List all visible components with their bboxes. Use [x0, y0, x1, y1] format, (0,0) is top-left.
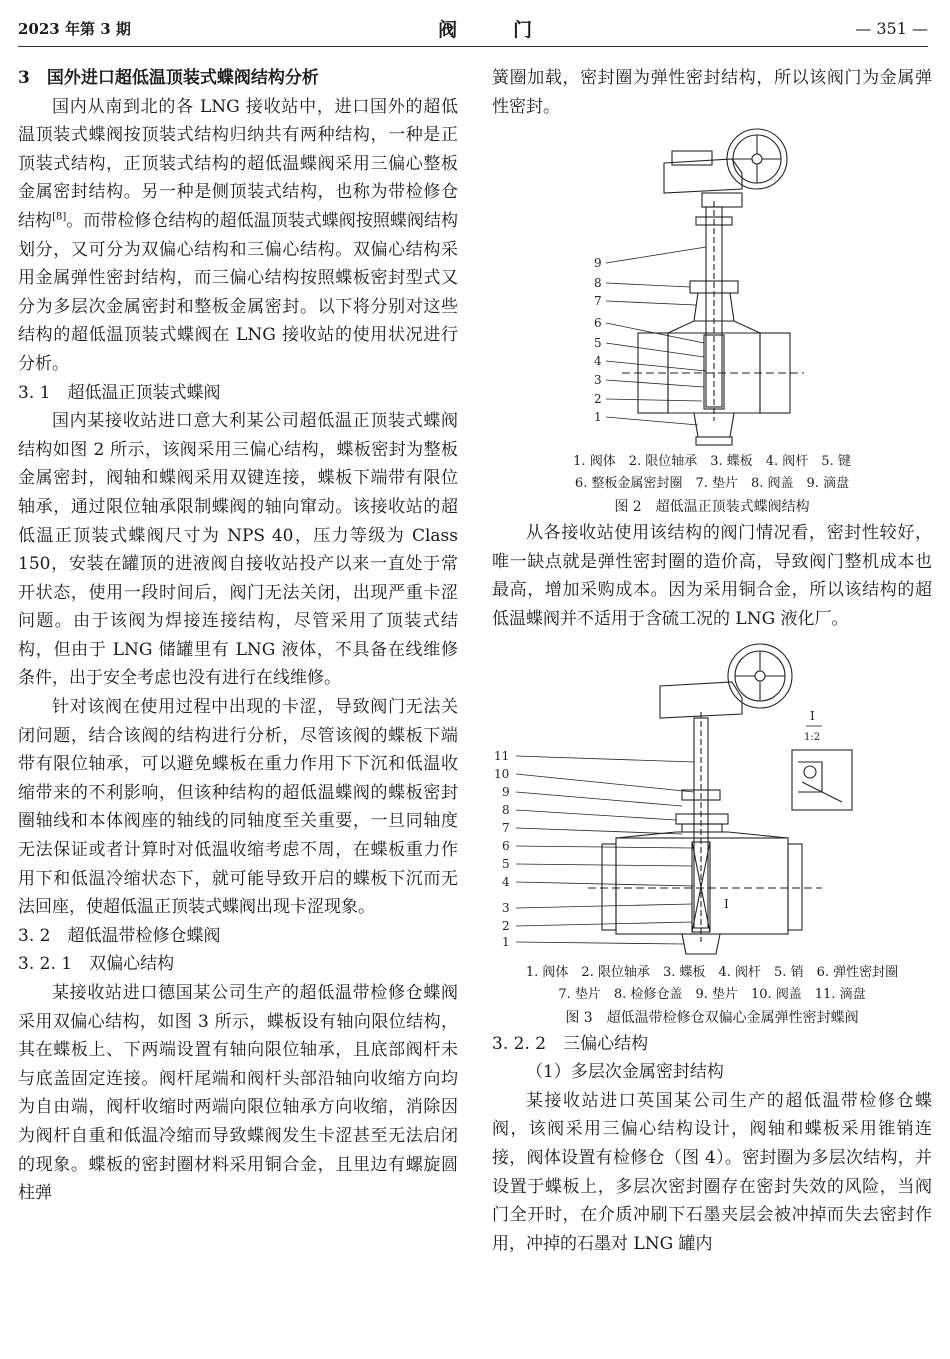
section-3-2-2-title: 3. 2. 2 三偏心结构 — [492, 1033, 649, 1054]
figure-2 — [492, 121, 932, 519]
continued-paragraph: 簧圈加载，密封圈为弹性密封结构，所以该阀门为金属弹性密封。 — [492, 68, 932, 117]
figure-2-drawing — [592, 121, 832, 451]
subsection-1-title: （1）多层次金属密封结构 — [526, 1062, 724, 1083]
journal-issue: 2023 年第 3 期 — [18, 19, 131, 38]
citation: [8] — [52, 211, 67, 223]
figure-2-legend-1: 1. 阀体 2. 限位轴承 3. 蝶板 4. 阀杆 5. 键 — [573, 454, 851, 470]
page-number: — 351 — — [855, 18, 928, 38]
paragraph-after-figure-2: 从各接收站使用该结构的阀门情况看，密封性较好，唯一缺点就是弹性密封圈的造价高，导致阀门整机成本也最高，增加采购成本。因为采用铜合金，所以该结构的超低温蝶阀并不适用于含硫工况的 LNG 液化厂。 — [492, 523, 932, 629]
page-header — [18, 14, 928, 42]
right-column — [492, 64, 932, 1258]
section-3-2-1-title: 3. 2. 1 双偏心结构 — [18, 954, 175, 975]
figure-3-legend-2: 7. 垫片 8. 检修仓盖 9. 垫片 10. 阀盖 11. 滴盘 — [558, 986, 866, 1002]
fig3-label: 9 — [502, 784, 510, 799]
fig3-label: 11 — [494, 748, 510, 763]
fig2-label: 6 — [594, 316, 602, 331]
fig3-label: 6 — [502, 838, 510, 853]
fig3-label: 7 — [502, 820, 510, 835]
section-3-paragraph-1 — [18, 93, 458, 379]
subsection-1-paragraph: 某接收站进口英国某公司生产的超低温带检修仓蝶阀，该阀采用三偏心结构设计，阀轴和蝶板采用锥销连接，阀体设置有检修仓（图 4）。密封圈为多层次结构，并设置于蝶板上，多层次密封圈存在密封失效的风险，当阀门全开时，在介质冲刷下石墨夹层会被冲掉而失去密封作用，冲掉的石墨对 LNG 罐内 — [492, 1090, 932, 1254]
fig3-label: 8 — [502, 802, 510, 817]
fig3-label: 4 — [502, 874, 510, 889]
fig2-label: 7 — [594, 294, 602, 309]
section-3-2-title: 3. 2 超低温带检修仓蝶阀 — [18, 925, 221, 946]
figure-3-caption: 图 3 超低温带检修仓双偏心金属弹性密封蝶阀 — [565, 1009, 859, 1026]
journal-name: 阀门 — [438, 18, 589, 41]
figure-3-drawing — [492, 642, 932, 962]
figure-3 — [492, 642, 932, 1030]
paragraph-text: 。而带检修仓结构的超低温顶装式蝶阀按照蝶阀结构划分，又可分为双偏心结构和三偏心结构。双偏心结构采用金属弹性密封结构，而三偏心结构按照蝶板密封型式又分为多层次金属密封和整板金属密封。以下将分别对这些结构的超低温顶装式蝶阀在 LNG 接收站的使用状况进行分析。 — [18, 210, 459, 374]
fig3-label: 2 — [502, 918, 510, 933]
section-3-1-paragraph-2: 针对该阀在使用过程中出现的卡涩，导致阀门无法关闭问题，结合该阀的结构进行分析，尽管该阀的蝶板下端带有限位轴承，可以避免蝶板在重力作用下下沉和低温收缩带来的不利影响，但该种结构的超低温蝶阀的蝶板密封圈轴线和本体阀座的轴线的同轴度至关重要，一旦同轴度无法保证或者计算时对低温收缩考虑不周，在蝶板重力作用下和低温冷缩状态下，就可能导致开启的蝶板下沉而无法回座，使超低温正顶装式蝶阀出现卡涩现象。 — [18, 697, 458, 918]
fig2-label: 3 — [594, 373, 602, 388]
fig3-section-marker: I — [724, 896, 729, 911]
fig3-label: 1 — [502, 934, 510, 949]
fig3-detail-scale: 1:2 — [804, 731, 821, 743]
section-3-1-title: 3. 1 超低温正顶装式蝶阀 — [18, 382, 221, 403]
fig2-label: 1 — [594, 410, 602, 425]
figure-2-caption: 图 2 超低温正顶装式蝶阀结构 — [614, 499, 810, 516]
fig3-detail-label: I — [810, 708, 815, 723]
fig2-label: 8 — [594, 276, 602, 291]
fig3-label: 5 — [502, 856, 510, 871]
header-rule — [18, 46, 928, 47]
fig3-label: 3 — [502, 900, 510, 915]
fig2-label: 9 — [594, 256, 602, 271]
figure-3-legend-1: 1. 阀体 2. 限位轴承 3. 蝶板 4. 阀杆 5. 销 6. 弹性密封圈 — [525, 964, 899, 980]
figure-2-legend-2: 6. 整板金属密封圈 7. 垫片 8. 阀盖 9. 滴盘 — [574, 476, 850, 492]
section-3-title: 3 国外进口超低温顶装式蝶阀结构分析 — [18, 68, 319, 88]
fig2-label: 4 — [594, 354, 602, 369]
section-3-2-1-paragraph-1: 某接收站进口德国某公司生产的超低温带检修仓蝶阀采用双偏心结构，如图 3 所示，蝶板设有轴向限位结构，其在蝶板上、下两端设置有轴向限位轴承，且底部阀杆未与底盖固定连接。阀杆尾端和阀杆头部沿轴向收缩方向均为自由端，阀杆收缩时两端向限位轴承方向收缩，消除因为阀杆自重和低温冷缩而导致蝶阀发生卡涩甚至无法启闭的现象。蝶板的密封圈材料采用铜合金，且里边有螺旋圆柱弹 — [18, 983, 458, 1204]
fig2-label: 2 — [594, 392, 602, 407]
fig2-label: 5 — [594, 336, 602, 351]
left-column — [18, 64, 458, 1208]
section-3-1-paragraph-1: 国内某接收站进口意大利某公司超低温正顶装式蝶阀结构如图 2 所示，该阀采用三偏心结构，蝶板密封为整板金属密封，阀轴和蝶阀采用双键连接，蝶板下端带有限位轴承，通过限位轴承限制蝶阀的轴向窜动。该接收站的超低温正顶装式蝶阀尺寸为 NPS 40，压力等级为 Class 150，安装在罐顶的进液阀自接收站投产以来一直处于常开状态，使用一段时间后，阀门无法关闭，出现严重卡涩问题。由于该阀为焊接连接结构，尽管采用了顶装式结构，但由于 LNG 储罐里有 LNG 液体，不具备在线维修条件，出于安全考虑也没有进行在线维修。 — [18, 411, 458, 689]
fig3-label: 10 — [494, 766, 510, 781]
paragraph-text: 国内从南到北的各 LNG 接收站中，进口国外的超低温顶装式蝶阀按顶装式结构归纳共有两种结构，一种是正顶装式结构，正顶装式结构的超低温蝶阀采用三偏心整板金属密封结构。另一种是侧顶装式结构，也称为带检修仓结构 — [18, 96, 458, 231]
